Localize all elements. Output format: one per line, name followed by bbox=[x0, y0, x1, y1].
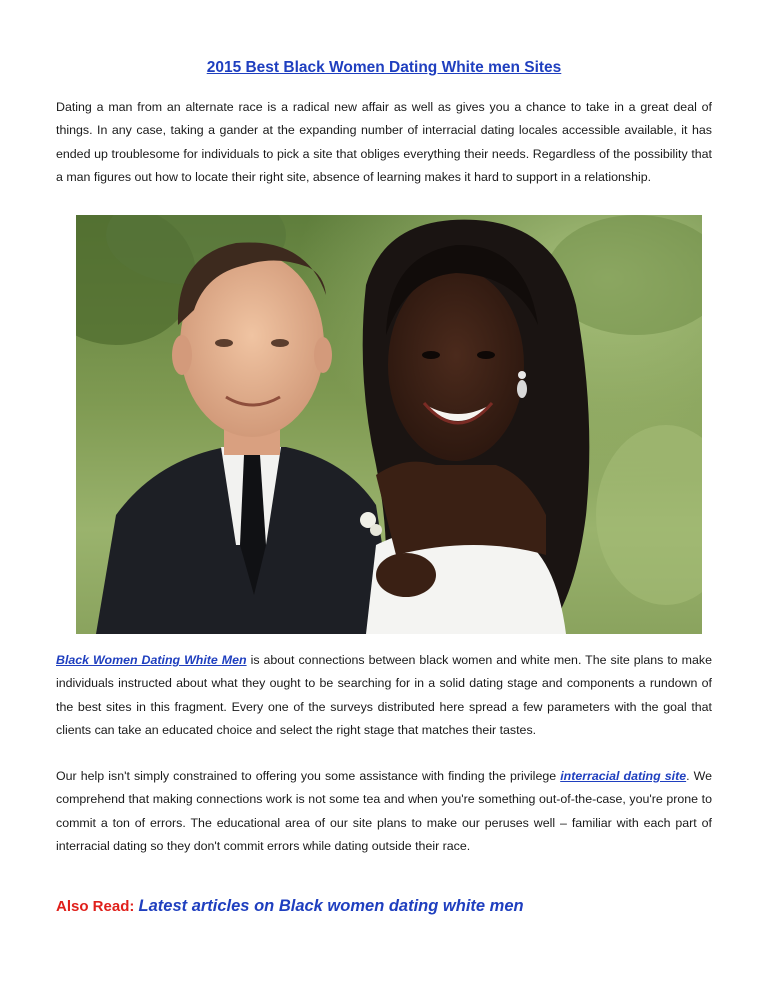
intro-paragraph: Dating a man from an alternate race is a radical new affair as well as gives you a chance to take in a great deal of things. In any case, taking a gander at the expanding number of interracial dating locales accessible available, it has ended up troublesome for individuals to pick a site that obliges everything their needs. Regardless of the possibility that a man figures out how to locate their right site, absence of learning makes it hard to support in a relationship. bbox=[56, 100, 712, 185]
page-title[interactable]: 2015 Best Black Women Dating White men Sites bbox=[206, 59, 562, 76]
paragraph-text: . We comprehend that making connections work is not some tea and when you're something out-of-the-case, you're prone to commit a ton of errors. The educational area of our site plans to make our peruses well – familiar with each part of interracial dating so they don't commit errors while dating outside their race. bbox=[56, 769, 713, 854]
couple-photo bbox=[76, 215, 702, 634]
interracial-dating-site-link[interactable]: interracial dating site bbox=[560, 769, 687, 783]
black-women-dating-paragraph bbox=[56, 649, 712, 743]
black-women-dating-white-men-link[interactable]: Black Women Dating White Men bbox=[56, 653, 247, 667]
document-page bbox=[56, 0, 712, 994]
paragraph-text: is about connections between black women and white men. The site plans to make individuals instructed about what they ought to be searching for in a solid dating stage and components a rundown of the best sites in this fragment. Every one of the surveys distributed here spread a few parameters with the goal that clients can take an educated choice and select the right stage that matches their tastes. bbox=[56, 653, 712, 738]
help-paragraph bbox=[56, 765, 712, 859]
also-read-label: Also Read: bbox=[56, 898, 139, 915]
paragraph-text: Our help isn't simply constrained to offering you some assistance with finding the privilege bbox=[56, 769, 561, 783]
latest-articles-link[interactable]: Latest articles on Black women dating white men bbox=[138, 897, 524, 915]
also-read-line bbox=[56, 897, 524, 916]
